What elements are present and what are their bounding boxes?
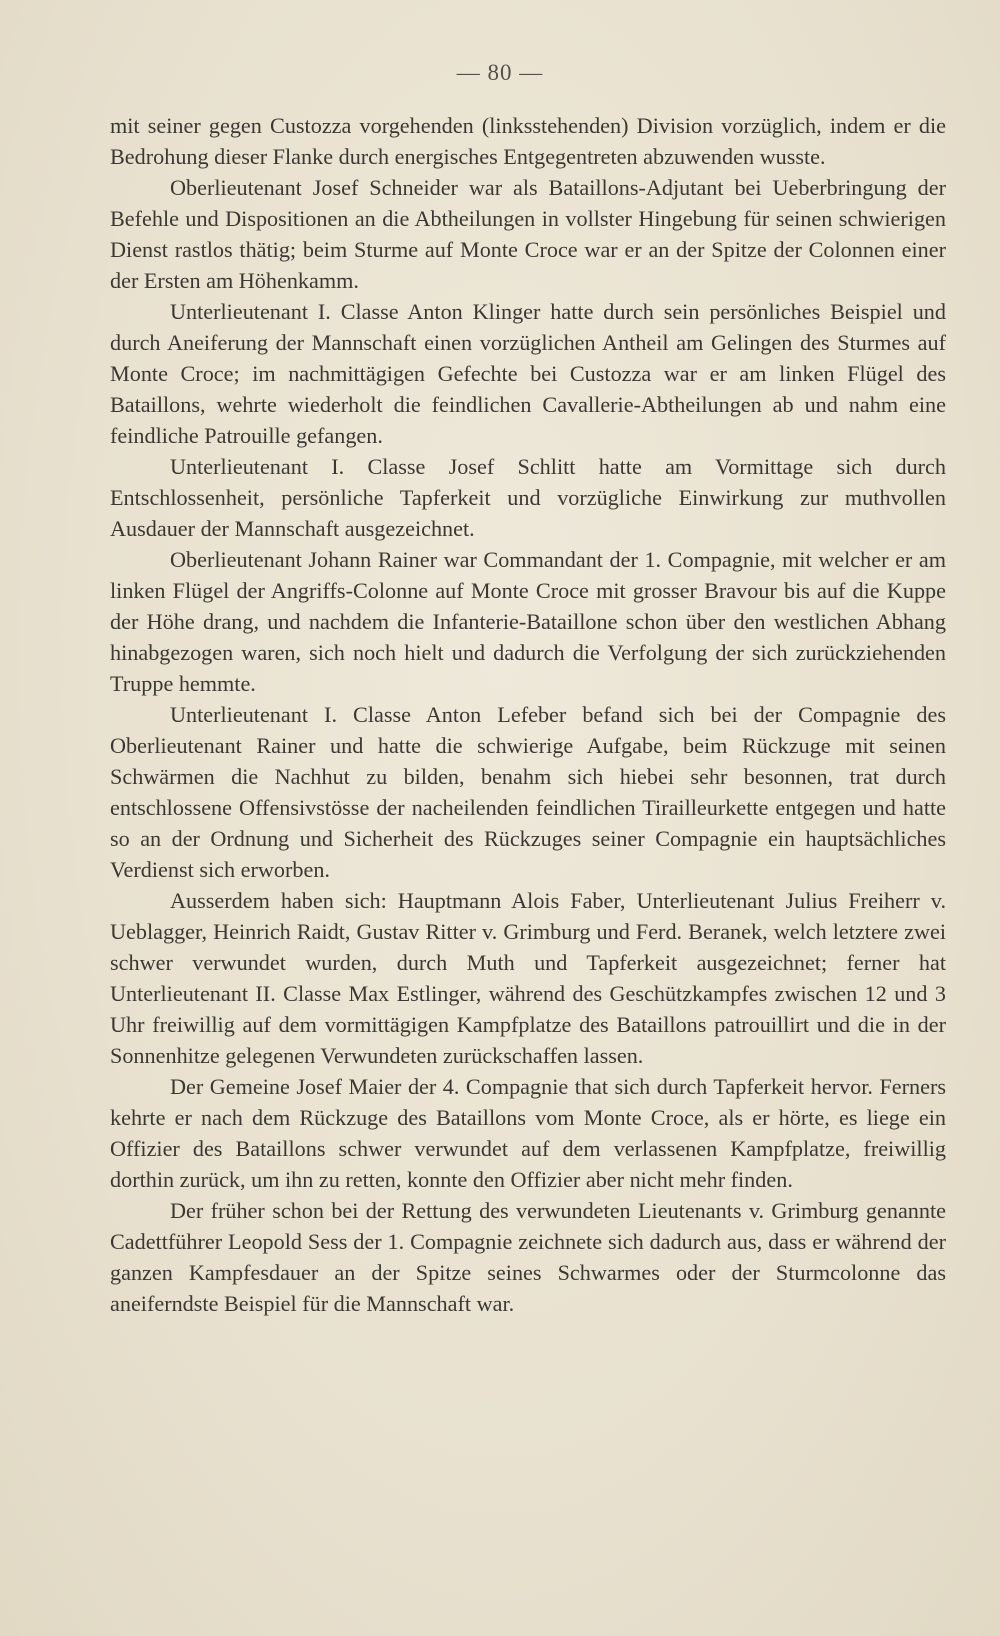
paragraph-schneider: Oberlieutenant Josef Schneider war als Bataillons-Adjutant bei Ueberbringung der Befehle und Dispositionen an die Abtheilungen in vollster Hingebung für seinen schwierigen Dienst rastlos thätig; beim Sturme auf Monte Croce war er an der Spitze der Colonnen einer der Ersten am Höhenkamm. [110, 175, 946, 293]
page-number: — 80 — [456, 60, 544, 85]
paragraph-maier: Der Gemeine Josef Maier der 4. Compagnie that sich durch Tapferkeit hervor. Ferners kehrte er nach dem Rückzuge des Bataillons vom Monte Croce, als er hörte, es liege ein Offizier des Bataillons schwer verwundet auf dem verlassenen Kampfplatze, freiwillig dorthin zurück, um ihn zu retten, konnte den Offizier aber nicht mehr finden. [110, 1074, 946, 1192]
paragraph-lefeber: Unterlieutenant I. Classe Anton Lefeber befand sich bei der Compagnie des Oberlieutenant Rainer und hatte die schwierige Aufgabe, beim Rückzuge mit seinen Schwärmen die Nachhut zu bilden, benahm sich hiebei sehr besonnen, trat durch entschlossene Offensivstösse der nacheilenden feindlichen Tirailleurkette entgegen und hatte so an der Ordnung und Sicherheit des Rückzuges seiner Compagnie ein hauptsächliches Verdienst sich erworben. [110, 702, 946, 882]
paragraph-continuation: mit seiner gegen Custozza vorgehenden (linksstehenden) Division vorzüglich, indem er die Bedrohung dieser Flanke durch energisches Entgegentreten abzuwenden wusste. [110, 113, 946, 169]
body-text [110, 110, 946, 1319]
paragraph-ausserdem: Ausserdem haben sich: Hauptmann Alois Faber, Unterlieutenant Julius Freiherr v. Ueblagger, Heinrich Raidt, Gustav Ritter v. Grimburg und Ferd. Beranek, welch letztere zwei schwer verwundet wurden, durch Muth und Tapferkeit ausgezeichnet; ferner hat Unterlieutenant II. Classe Max Estlinger, während des Geschützkampfes zwischen 12 und 3 Uhr freiwillig auf dem vormittägigen Kampfplatze des Bataillons patrouillirt und die in der Sonnenhitze gelegenen Verwundeten zurückschaffen lassen. [110, 888, 946, 1068]
paragraph-klinger: Unterlieutenant I. Classe Anton Klinger hatte durch sein persönliches Beispiel und durch Aneiferung der Mannschaft einen vorzüglichen Antheil am Gelingen des Sturmes auf Monte Croce; im nachmittägigen Gefechte bei Custozza war er am linken Flügel des Bataillons, wehrte wiederholt die feindlichen Cavallerie-Abtheilungen ab und nahm eine feindliche Patrouille gefangen. [110, 299, 946, 448]
paragraph-rainer: Oberlieutenant Johann Rainer war Commandant der 1. Compagnie, mit welcher er am linken Flügel der Angriffs-Colonne auf Monte Croce mit grosser Bravour bis auf die Kuppe der Höhe drang, und nachdem die Infanterie-Bataillone schon über den westlichen Abhang hinabgezogen waren, sich noch hielt und dadurch die Verfolgung der sich zurückziehenden Truppe hemmte. [110, 547, 946, 696]
paragraph-sess: Der früher schon bei der Rettung des verwundeten Lieutenants v. Grimburg genannte Cadettführer Leopold Sess der 1. Compagnie zeichnete sich dadurch aus, dass er während der ganzen Kampfesdauer an der Spitze seines Schwarmes oder der Sturmcolonne das aneiferndste Beispiel für die Mannschaft war. [110, 1198, 946, 1316]
paragraph-schlitt: Unterlieutenant I. Classe Josef Schlitt hatte am Vormittage sich durch Entschlossenheit, persönliche Tapferkeit und vorzügliche Einwirkung zur muthvollen Ausdauer der Mannschaft ausgezeichnet. [110, 454, 946, 541]
